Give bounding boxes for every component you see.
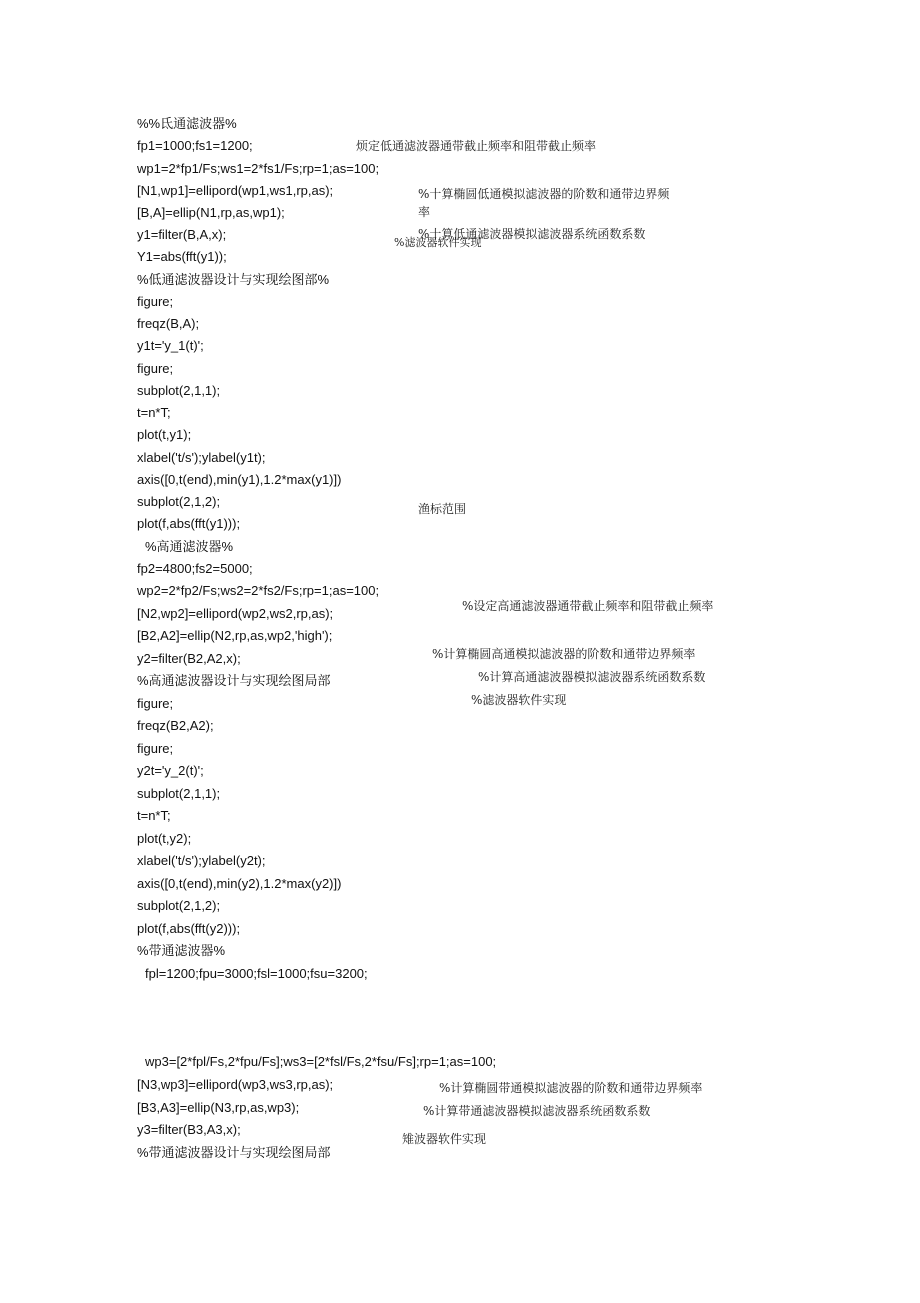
code-line: figure; [137,294,174,309]
code-line: plot(t,y2); [137,831,192,846]
code-line: fp1=1000;fs1=1200; [137,138,253,153]
code-line: axis([0,t(end),min(y2),1.2*max(y2)]) [137,876,342,891]
code-line: [B,A]=ellip(N1,rp,as,wp1); [137,205,285,220]
code-comment: 率 [418,205,431,219]
code-line: xlabel('t/s');ylabel(y1t); [137,450,266,465]
code-line: figure; [137,361,174,376]
code-line: subplot(2,1,2); [137,898,221,913]
code-line: %带通滤波器% [137,943,226,958]
code-line: wp3=[2*fpl/Fs,2*fpu/Fs];ws3=[2*fsl/Fs,2*fsu/Fs];rp=1;as=100; [145,1054,497,1069]
code-line: %%氐通滤波器% [137,116,237,131]
code-line: plot(f,abs(fft(y1))); [137,516,241,531]
code-line: [N1,wp1]=ellipord(wp1,ws1,rp,as); [137,183,334,198]
code-line: %高通滤波器设计与实现绘图局部 [137,673,331,688]
code-line: fpl=1200;fpu=3000;fsl=1000;fsu=3200; [145,966,368,981]
code-line: wp2=2*fp2/Fs;ws2=2*fs2/Fs;rp=1;as=100; [137,583,380,598]
code-line: plot(t,y1); [137,427,192,442]
code-line: figure; [137,741,174,756]
code-line: y2=filter(B2,A2,x); [137,651,241,666]
code-line: y2t='y_2(t)'; [137,763,204,778]
code-line: y1t='y_1(t)'; [137,338,204,353]
code-comment: %计算高通滤波器模拟滤波器系统函数系数 [478,670,706,684]
code-line: %带通滤波器设计与实现绘图局部 [137,1145,331,1160]
code-comment: %计算椭圆高通模拟滤波器的阶数和通带边界频率 [432,647,696,661]
code-line: y3=filter(B3,A3,x); [137,1122,241,1137]
code-comment: %滤波器软件实现 [471,693,567,707]
code-line: subplot(2,1,1); [137,383,221,398]
code-comment: 雉波器软件实现 [402,1132,487,1146]
code-line: freqz(B,A); [137,316,200,331]
code-line: [B2,A2]=ellip(N2,rp,as,wp2,'high'); [137,628,333,643]
code-line: xlabel('t/s');ylabel(y2t); [137,853,266,868]
code-comment: %计算椭圆带通模拟滤波器的阶数和通带边界频率 [439,1081,703,1095]
code-line: subplot(2,1,2); [137,494,221,509]
code-line: axis([0,t(end),min(y1),1.2*max(y1)]) [137,472,342,487]
code-comment: 渔标范围 [418,502,467,516]
code-line: [N2,wp2]=ellipord(wp2,ws2,rp,as); [137,606,334,621]
code-line: y1=filter(B,A,x); [137,227,227,242]
code-line: plot(f,abs(fft(y2))); [137,921,241,936]
code-comment: %十算椭圆低通模拟滤波器的阶数和通带边界频 [418,187,670,201]
code-line: %高通滤波器% [145,539,234,554]
code-line: t=n*T; [137,405,171,420]
code-line: %低通滤波器设计与实现绘图部% [137,272,330,287]
code-line: subplot(2,1,1); [137,786,221,801]
code-line: figure; [137,696,174,711]
code-line: fp2=4800;fs2=5000; [137,561,253,576]
code-comment: %十算低通滤波器模拟滤波器系统函数系数 [418,227,646,241]
code-comment: 烦定低通滤波器通带截止频率和阻带截止频率 [356,139,597,153]
code-line: Y1=abs(fft(y1)); [137,249,227,264]
code-line: freqz(B2,A2); [137,718,214,733]
code-comment: %滤波器软件实现 [394,236,482,249]
code-line: [B3,A3]=ellip(N3,rp,as,wp3); [137,1100,300,1115]
code-comment: %计算带通滤波器模拟滤波器系统函数系数 [423,1104,651,1118]
code-comment: %设定高通滤波器通带截止频率和阻带截止频率 [462,599,714,613]
code-line: t=n*T; [137,808,171,823]
code-line: wp1=2*fp1/Fs;ws1=2*fs1/Fs;rp=1;as=100; [137,161,380,176]
code-line: [N3,wp3]=ellipord(wp3,ws3,rp,as); [137,1077,334,1092]
